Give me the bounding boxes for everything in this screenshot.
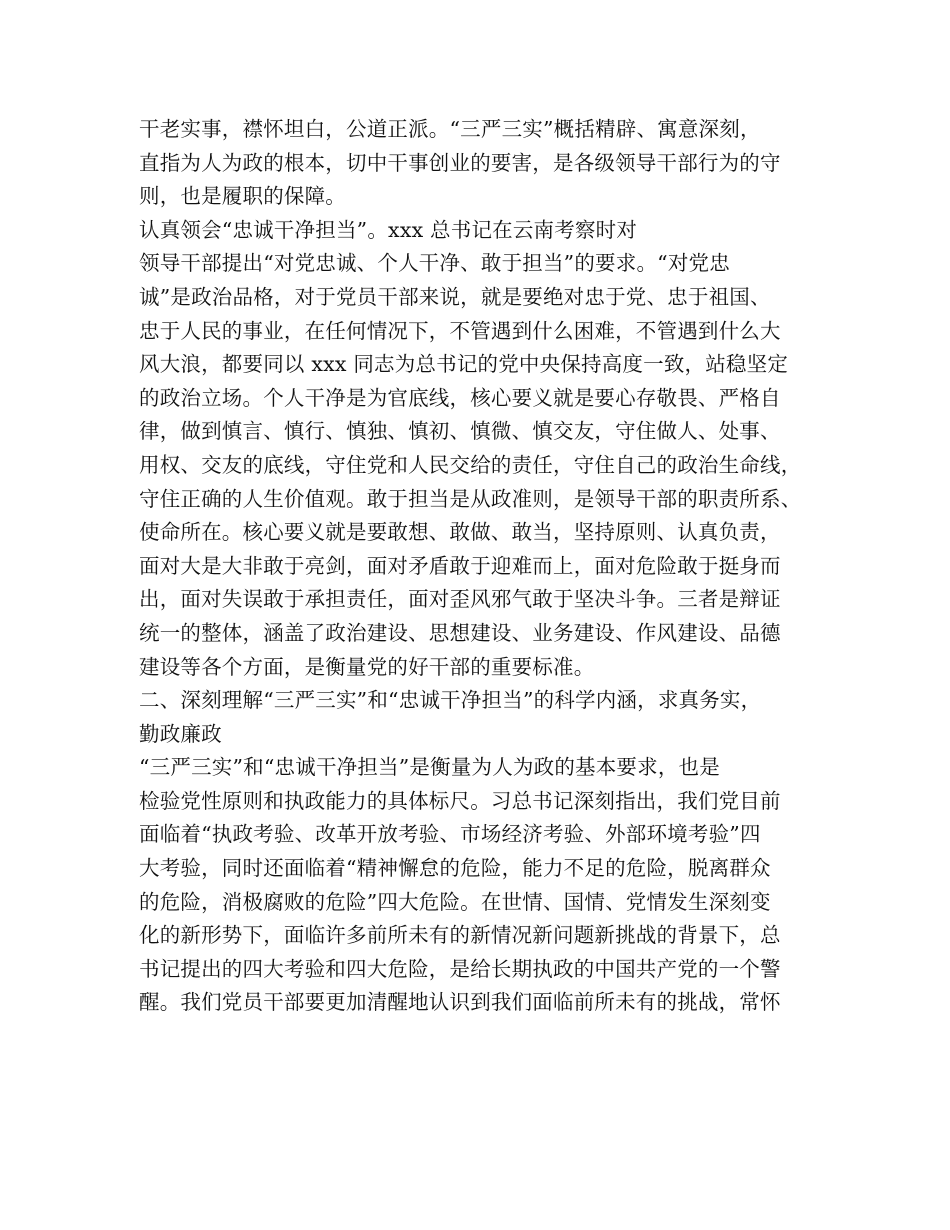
text-line: 直指为人为政的根本，切中干事创业的要害，是各级领导干部行为的守 [139,150,781,175]
text-line: 领导干部提出“对党忠诚、个人干净、敢于担当”的要求。“对党忠 [139,251,730,276]
text-line: 的政治立场。个人干净是为官底线，核心要义就是要心存敬畏、严格自 [139,385,781,410]
text-line: 大考验，同时还面临着“精神懈怠的危险，能力不足的危险，脱离群众 [139,856,771,881]
text-line: 书记提出的四大考验和四大危险，是给长期执政的中国共产党的一个警 [139,956,781,981]
body-text [139,113,839,1020]
text-line: 使命所在。核心要义就是要敢想、敢做、敢当，坚持原则、认真负责， [139,520,781,545]
text-line: 统一的整体，涵盖了政治建设、思想建设、业务建设、作风建设、品德 [139,620,781,645]
text-line: 认真领会“忠诚干净担当”。xxx 总书记在云南考察时对 [139,217,638,242]
text-line: 风大浪，都要同以 xxx 同志为总书记的党中央保持高度一致，站稳坚定 [139,352,789,377]
text-line: 醒。我们党员干部要更加清醒地认识到我们面临前所未有的挑战，常怀 [139,990,781,1015]
text-line: 化的新形势下，面临许多前所未有的新情况新问题新挑战的背景下，总 [139,923,781,948]
text-line: 检验党性原则和执政能力的具体标尺。习总书记深刻指出，我们党目前 [139,788,781,813]
text-line: 守住正确的人生价值观。敢于担当是从政准则，是领导干部的职责所系、 [139,486,802,511]
text-line: 则，也是履职的保障。 [139,184,346,209]
text-line: 出，面对失误敢于承担责任，面对歪风邪气敢于坚决斗争。三者是辩证 [139,587,781,612]
text-line: 用权、交友的底线，守住党和人民交给的责任，守住自己的政治生命线， [139,452,802,477]
text-line: 律，做到慎言、慎行、慎独、慎初、慎微、慎交友，守住做人、处事、 [139,419,781,444]
text-line: “三严三实”和“忠诚干净担当”是衡量为人为政的基本要求，也是 [139,755,720,780]
text-line: 干老实事，襟怀坦白，公道正派。“三严三实”概括精辟、寓意深刻， [139,117,761,141]
text-line: 诚”是政治品格，对于党员干部来说，就是要绝对忠于党、忠于祖国、 [139,284,771,309]
section-heading-line: 二、深刻理解“三严三实”和“忠诚干净担当”的科学内涵，求真务实， [139,688,762,713]
text-line: 面临着“执政考验、改革开放考验、市场经济考验、外部环境考验”四 [139,822,761,847]
section-heading-line: 勤政廉政 [139,721,222,746]
text-line: 面对大是大非敢于亮剑，面对矛盾敢于迎难而上，面对危险敢于挺身而 [139,553,781,578]
text-line: 忠于人民的事业，在任何情况下，不管遇到什么困难，不管遇到什么大 [139,318,781,343]
text-line: 建设等各个方面，是衡量党的好干部的重要标准。 [139,654,595,679]
text-line: 的危险，消极腐败的危险”四大危险。在世情、国情、党情发生深刻变 [139,889,771,914]
